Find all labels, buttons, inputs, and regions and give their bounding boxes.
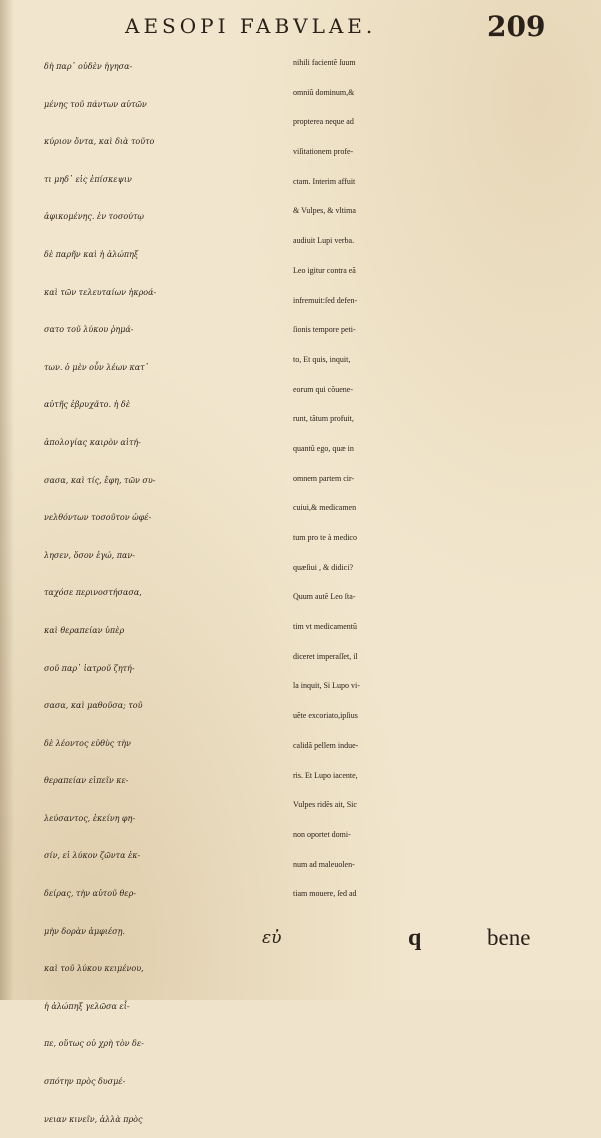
latin-text-line: uẽte excoriato,ipſius xyxy=(293,711,358,721)
greek-text-line: δὲ λέοντος εὐθὺς τὴν xyxy=(44,738,131,748)
greek-text-line: καὶ θεραπείαν ὑπὲρ xyxy=(44,625,125,635)
latin-text-line: eorum qui cõuene- xyxy=(293,384,353,394)
greek-text-line: δὴ παρ᾽ οὐδὲν ἡγησα- xyxy=(44,62,133,71)
latin-text-line: propterea neque ad xyxy=(293,117,354,127)
greek-text-line: δείρας, τὴν αὐτοῦ θερ- xyxy=(44,889,136,899)
greek-text-line: σπότην πρὸς δυσμέ- xyxy=(44,1077,126,1087)
page-number: 209 xyxy=(487,10,546,43)
latin-text-line: Leo igitur contra eã xyxy=(293,265,356,275)
latin-text-line: quæſiui , & didici? xyxy=(293,562,353,572)
greek-text-line: λεύσαντος, ἐκείνη φη- xyxy=(44,813,136,823)
greek-text-column xyxy=(44,48,292,1138)
latin-text-line: to, Et quis, inquit, xyxy=(293,354,351,364)
latin-text-line: la inquit, Si Lupo vi- xyxy=(293,681,360,691)
greek-text-line: καὶ τοῦ λύκου κειμένου, xyxy=(44,964,144,974)
greek-text-line: μὴν δορὰν ἀμφιέσῃ. xyxy=(44,926,125,936)
latin-text-line: non oportet domi- xyxy=(293,829,351,839)
greek-text-line: ἀπολογίας καιρὸν αἰτή- xyxy=(44,437,141,447)
greek-text-line: κύριον ὄντα, καὶ διὰ τοῦτο xyxy=(44,137,155,147)
latin-text-line: ſionis tempore peti- xyxy=(293,325,356,335)
latin-text-line: diceret imperaſſet, il xyxy=(293,651,358,661)
latin-text-line: viſitationem profe- xyxy=(293,147,354,157)
greek-text-line: μένης τοῦ πάντων αὐτῶν xyxy=(44,99,147,109)
latin-text-column xyxy=(293,48,593,909)
latin-catchword: bene xyxy=(487,925,531,950)
greek-text-line: σασα, καὶ μαθοῦσα; τοῦ xyxy=(44,701,143,711)
latin-text-line: quantũ ego, quæ in xyxy=(293,443,354,453)
greek-text-line: νελθόντων τοσοῦτον ὠφέ- xyxy=(44,513,152,523)
running-head: AESOPI FABVLAE. xyxy=(125,14,377,38)
latin-text-line: runt, tãtum profuit, xyxy=(293,414,354,424)
greek-catchword: εὐ xyxy=(262,928,282,948)
greek-text-line: σοῦ παρ᾽ ἰατροῦ ζητή- xyxy=(44,663,135,673)
signature-mark: q xyxy=(408,925,422,951)
latin-text-line: tum pro te à medico xyxy=(293,533,357,542)
latin-text-line: cuiui,& medicamen xyxy=(293,503,357,513)
greek-text-line: ταχόσε περινοστήσασα, xyxy=(44,588,142,598)
greek-text-line: σασα, καὶ τίς, ἔφη, τῶν συ- xyxy=(44,475,156,485)
greek-text-line: λησεν, ὅσον ἐγώ, παν- xyxy=(44,550,135,560)
greek-text-line: ἡ ἀλώπηξ γελῶσα εἶ- xyxy=(44,1001,130,1011)
latin-text-line: ris. Et Lupo iacente, xyxy=(293,770,358,780)
latin-text-line: num ad maleuolen- xyxy=(293,859,355,869)
greek-text-line: σατο τοῦ λύκου ῥημά- xyxy=(44,325,134,335)
latin-text-line: Vulpes ridẽs ait, Sic xyxy=(293,800,357,810)
greek-text-line: σίν, εἰ λύκον ζῶντα ἐκ- xyxy=(44,851,141,861)
latin-text-line: infremuit:ſed defen- xyxy=(293,295,358,305)
gutter-shadow xyxy=(0,0,14,1000)
greek-text-line: τι μηδ᾽ εἰς ἐπίσκεψιν xyxy=(44,174,132,184)
latin-text-line: omniũ dominum,& xyxy=(293,87,355,97)
latin-text-line: tiam mouere, ſed ad xyxy=(293,889,357,899)
latin-text-line: tim vt medicamentũ xyxy=(293,622,357,632)
greek-text-line: πε, οὕτως οὐ χρὴ τὸν δε- xyxy=(44,1039,144,1049)
latin-text-line: calidã pellem indue- xyxy=(293,740,359,750)
latin-text-line: nihili facientẽ ſuum xyxy=(293,58,356,67)
latin-text-line: & Vulpes, & vltima xyxy=(293,206,356,216)
greek-text-line: ἀφικομένης. ἐν τοσούτῳ xyxy=(44,212,144,222)
greek-text-line: αὐτῆς ἐβρυχᾶτο. ἡ δὲ xyxy=(44,400,131,410)
latin-text-line: Quum autẽ Leo ſta- xyxy=(293,592,356,602)
greek-text-line: καὶ τῶν τελευταίων ἠκροά- xyxy=(44,287,157,297)
greek-text-line: δὲ παρῆν καὶ ἡ ἀλώπηξ xyxy=(44,249,139,259)
latin-text-line: ctam. Interim affuit xyxy=(293,176,356,186)
greek-text-line: των. ὁ μὲν οὖν λέων κατ᾽ xyxy=(44,362,149,372)
latin-text-line: audiuit Lupi verba. xyxy=(293,236,355,246)
greek-text-line: θεραπείαν εἰπεῖν κε- xyxy=(44,776,129,786)
greek-text-line: νειαν κινεῖν, ἀλλὰ πρὸς xyxy=(44,1114,143,1124)
latin-text-line: omnem partem cir- xyxy=(293,473,355,483)
